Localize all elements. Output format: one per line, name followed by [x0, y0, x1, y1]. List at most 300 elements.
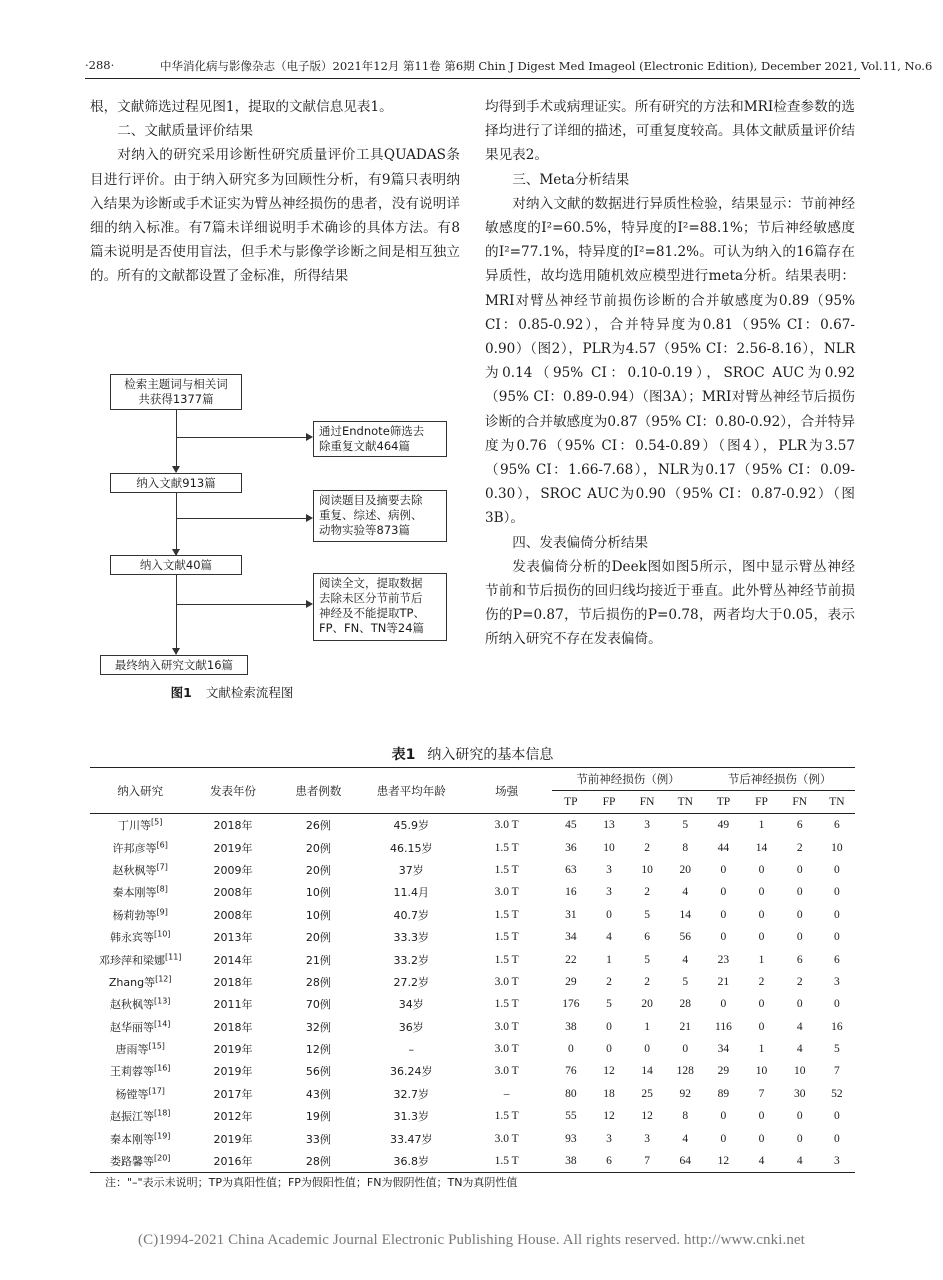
- study-name: 秦本刚等: [109, 1132, 154, 1146]
- section-heading: 三、Meta分析结果: [512, 171, 630, 188]
- cell-post-tp: 44: [717, 841, 730, 854]
- cell-year: 2008年: [213, 908, 253, 922]
- cell-pre-fn: 12: [641, 1110, 653, 1123]
- table-label: 表1: [391, 747, 416, 763]
- table-row: [90, 1150, 855, 1173]
- col-header-year: 发表年份: [190, 768, 275, 814]
- table-row: [90, 814, 855, 837]
- page-number: ·288·: [85, 58, 115, 72]
- col-header-tp: TP: [704, 791, 742, 814]
- cell-pre-tn: 20: [679, 863, 692, 876]
- citation-ref: [14]: [153, 1019, 171, 1029]
- cell-age: 34岁: [398, 998, 424, 1012]
- arrow-right-icon: [306, 433, 313, 441]
- col-header-fp: FP: [742, 791, 780, 814]
- citation-ref: [6]: [156, 839, 168, 849]
- cell-cases: 56例: [305, 1065, 331, 1079]
- table-row: [90, 1038, 855, 1060]
- cell-study: [90, 1016, 190, 1038]
- cell-pre-tn: 28: [679, 998, 692, 1011]
- flow-box-duplicates-removed: 通过Endnote筛选去 除重复文献464篇: [313, 421, 447, 457]
- cell-pre-tn: 21: [679, 1020, 692, 1033]
- cell-pre-tp: 76: [565, 1065, 577, 1078]
- citation-ref: [7]: [156, 862, 168, 872]
- study-name: 杨莉勃等: [112, 908, 157, 922]
- cell-pre-tp: 38: [565, 1020, 577, 1033]
- table-row: [90, 1127, 855, 1149]
- table-row: [90, 1060, 855, 1082]
- cell-age: 33.2岁: [393, 953, 429, 967]
- cell-post-tn: 7: [834, 1065, 840, 1078]
- cell-pre-tp: 93: [565, 1132, 577, 1145]
- col-header-study: 纳入研究: [90, 768, 190, 814]
- cell-age: 11.4月: [393, 886, 429, 900]
- cell-post-fp: 14: [755, 841, 768, 854]
- flow-connector: [176, 518, 308, 519]
- cell-cases: 70例: [305, 998, 331, 1012]
- cell-post-tp: 0: [720, 908, 727, 921]
- cell-pre-tn: 8: [682, 841, 689, 854]
- citation-ref: [12]: [155, 974, 172, 984]
- cell-post-fp: 1: [758, 1043, 765, 1056]
- cell-pre-fn: 14: [641, 1065, 653, 1078]
- cell-pre-fn: 0: [644, 1043, 650, 1056]
- citation-ref: [5]: [151, 817, 163, 827]
- cell-pre-fp: 0: [606, 1043, 612, 1056]
- cell-post-fp: 0: [758, 863, 765, 876]
- cell-pre-fp: 4: [606, 931, 612, 944]
- cell-post-fn: 0: [796, 908, 803, 921]
- cell-field: 1.5 T: [494, 931, 519, 944]
- cell-field: 1.5 T: [494, 841, 519, 854]
- table-row: [90, 971, 855, 993]
- cell-year: 2011年: [213, 998, 253, 1012]
- cell-post-tn: 52: [831, 1087, 843, 1100]
- section-heading: 二、文献质量评价结果: [117, 123, 254, 140]
- citation-ref: [19]: [153, 1131, 171, 1140]
- cell-field: 1.5 T: [494, 908, 519, 921]
- cell-pre-tp: 22: [565, 953, 577, 966]
- cell-year: 2019年: [213, 1065, 253, 1079]
- cell-post-fn: 4: [781, 1150, 819, 1173]
- cell-cases: 20例: [305, 841, 331, 855]
- cell-age: 46.15岁: [389, 841, 433, 855]
- col-header-postganglionic: 节后神经损伤（例）: [704, 768, 855, 791]
- citation-ref: [9]: [156, 907, 168, 917]
- cell-pre-tp: 55: [565, 1110, 577, 1123]
- study-name: 赵振江等: [109, 1110, 154, 1124]
- table-row: [90, 926, 855, 948]
- cell-study: [90, 993, 190, 1015]
- flow-box-initial-search: 检索主题词与相关词 共获得1377篇: [110, 374, 242, 410]
- cell-pre-fn: 7: [628, 1150, 666, 1173]
- col-header-fp: FP: [590, 791, 628, 814]
- cell-post-fn: 0: [796, 886, 803, 899]
- cell-study: [90, 1150, 190, 1173]
- figure-label: 图1: [170, 685, 192, 700]
- flow-box-fulltext-screen: 阅读全文，提取数据 去除未区分节前节后 神经及不能提取TP、 FP、FN、TN等24篇: [313, 573, 447, 641]
- cell-post-fn: 2: [796, 975, 803, 988]
- cell-post-fn: 0: [796, 1110, 803, 1123]
- col-header-cases: 患者例数: [276, 768, 361, 814]
- cell-pre-tp: 38: [552, 1150, 590, 1173]
- cell-post-tn: 0: [834, 931, 840, 944]
- table-row: [90, 836, 855, 858]
- cell-year: 2009年: [213, 863, 253, 877]
- cell-pre-fn: 1: [644, 1020, 650, 1033]
- cell-field: 1.5 T: [494, 998, 519, 1011]
- cell-post-tp: 21: [717, 975, 730, 988]
- cell-field: 3.0 T: [494, 1043, 519, 1056]
- flow-box-abstract-screen: 阅读题目及摘要去除 重复、综述、病例、 动物实验等873篇: [313, 490, 447, 542]
- arrow-down-icon: [172, 466, 180, 473]
- cell-post-fp: 0: [758, 931, 765, 944]
- flow-box-included-40: 纳入文献40篇: [110, 555, 242, 575]
- cell-field: 3.0 T: [494, 886, 519, 899]
- cell-age: 27.2岁: [393, 975, 429, 989]
- cell-pre-tp: 176: [562, 998, 580, 1011]
- cell-post-fn: 6: [796, 953, 803, 966]
- cell-study: [90, 1127, 190, 1149]
- cell-post-fp: 10: [755, 1065, 768, 1078]
- cell-age: 33.3岁: [393, 931, 429, 945]
- flow-connector: [176, 410, 177, 472]
- cell-cases: 43例: [305, 1087, 331, 1101]
- cell-post-tp: 34: [717, 1043, 730, 1056]
- cell-post-fn: 30: [793, 1087, 806, 1100]
- cell-post-tp: 0: [720, 931, 727, 944]
- cell-study: [90, 859, 190, 881]
- cell-age: 32.7岁: [393, 1087, 429, 1101]
- cell-post-tp: 29: [717, 1065, 730, 1078]
- cell-pre-tn: 14: [679, 908, 692, 921]
- cell-pre-fp: 18: [603, 1087, 615, 1100]
- cell-pre-fp: 3: [606, 863, 612, 876]
- citation-ref: [17]: [148, 1086, 165, 1096]
- cell-year: 2018年: [213, 975, 253, 989]
- cell-study: [90, 1038, 190, 1060]
- cell-age: 36.8岁: [361, 1150, 461, 1173]
- cell-field: 3.0 T: [494, 1065, 519, 1078]
- table-row: [90, 859, 855, 881]
- cell-study: [90, 926, 190, 948]
- paragraph: 根，文献筛选过程见图1，提取的文献信息见表1。: [90, 99, 393, 115]
- cell-cases: 21例: [305, 953, 331, 967]
- cell-field: 1.5 T: [494, 953, 519, 966]
- col-header-field: 场强: [461, 768, 551, 814]
- col-header-tp: TP: [552, 791, 590, 814]
- cell-post-tp: 89: [717, 1087, 730, 1100]
- cell-age: 45.9岁: [393, 819, 429, 833]
- cell-post-tp: 49: [717, 819, 730, 832]
- section-heading: 四、发表偏倚分析结果: [512, 534, 649, 551]
- cell-pre-tn: 5: [682, 975, 689, 988]
- cell-post-fn: 0: [796, 863, 803, 876]
- cell-pre-tp: 16: [565, 886, 577, 899]
- cell-pre-fp: 12: [603, 1110, 615, 1123]
- cell-pre-tp: 0: [567, 1043, 574, 1056]
- cell-cases: 26例: [305, 819, 331, 833]
- col-header-preganglionic: 节前神经损伤（例）: [552, 768, 705, 791]
- cell-pre-fn: 5: [644, 953, 650, 966]
- citation-ref: [11]: [164, 951, 182, 961]
- flow-box-final-16: 最终纳入研究文献16篇: [100, 655, 248, 675]
- cell-post-fp: 1: [758, 953, 765, 966]
- cell-post-fp: 0: [758, 998, 765, 1011]
- citation-ref: [20]: [153, 1153, 171, 1163]
- cell-post-tp: 12: [704, 1150, 742, 1173]
- cell-cases: 28例: [305, 975, 331, 989]
- cell-cases: 20例: [305, 863, 331, 877]
- table-title: [90, 744, 855, 764]
- paragraph: 均得到手术或病理证实。所有研究的方法和MRI检查参数的选择均进行了详细的描述，可重复度较高。具体文献质量评价结果见表2。: [485, 99, 855, 164]
- cell-post-tn: 0: [834, 863, 840, 876]
- cell-study: [90, 881, 190, 903]
- cell-cases: 28例: [276, 1150, 361, 1173]
- citation-ref: [10]: [153, 929, 171, 939]
- cell-post-tn: 0: [834, 1110, 840, 1123]
- cell-post-tn: 10: [831, 841, 843, 854]
- cell-field: 3.0 T: [494, 1132, 519, 1145]
- cell-post-fp: 0: [758, 1110, 765, 1123]
- cell-age: 40.7岁: [393, 908, 429, 922]
- cell-pre-fn: 3: [644, 819, 650, 832]
- cell-pre-tn: 64: [666, 1150, 704, 1173]
- study-name: 赵秋枫等: [112, 863, 157, 877]
- table-row: [90, 993, 855, 1015]
- cell-pre-fn: 10: [641, 863, 653, 876]
- cell-field: 3.0 T: [494, 819, 519, 832]
- cell-pre-fp: 0: [606, 908, 612, 921]
- study-name: 邓珍萍和梁娜: [98, 953, 165, 967]
- cell-year: 2014年: [213, 953, 253, 967]
- cell-cases: 19例: [305, 1110, 331, 1124]
- cell-pre-fp: 12: [603, 1065, 615, 1078]
- cell-pre-fn: 5: [644, 908, 650, 921]
- study-name: 杨镗等: [115, 1087, 149, 1101]
- table-row: [90, 1016, 855, 1038]
- cell-year: 2013年: [213, 931, 253, 945]
- arrow-right-icon: [306, 514, 313, 522]
- cell-pre-tn: 0: [682, 1043, 689, 1056]
- cell-post-tn: 0: [834, 908, 840, 921]
- cell-age: –: [408, 1042, 414, 1056]
- paragraph: 对纳入文献的数据进行异质性检验，结果显示：节前神经敏感度的I²=60.5%，特异度的I²=88.1%；节后神经敏感度的I²=77.1%，特异度的I²=81.2%。可认为纳入的16篇存在异质性，故均选用随机效应模型进行meta分析。结果表明：MRI对臂丛神经节前损伤诊断的合并敏感度为0.89（95% CI：0.85-0.92），合并特异度为0.81（95% CI：0.67-0.90）（图2），PLR为4.57（95% CI：2.56-8.16），NLR为0.14（95% CI：0.10-0.19），SROC AUC为0.92（95% CI：0.89-0.94）（图3A）；MRI对臂丛神经节后损伤诊断的合并敏感度为0.87（95% CI：0.80-0.92），合并特异度为0.76（95% CI：0.54-0.89）（图4），PLR为3.57（95% CI：1.66-7.68），NLR为0.17（95% CI：0.09-0.30），SROC AUC为0.90（95% CI：0.87-0.92）（图3B）。: [485, 195, 855, 527]
- cell-post-fn: 4: [796, 1043, 803, 1056]
- cell-pre-tn: 4: [682, 953, 689, 966]
- cell-cases: 10例: [305, 886, 331, 900]
- cell-field: 1.5 T: [494, 863, 519, 876]
- citation-ref: [16]: [153, 1063, 171, 1073]
- cell-post-tn: 5: [834, 1043, 840, 1056]
- cell-pre-tn: 56: [679, 931, 692, 944]
- cell-pre-tp: 29: [565, 975, 577, 988]
- flow-connector: [176, 604, 308, 605]
- cell-pre-tn: 92: [679, 1087, 692, 1100]
- cell-post-tn: 0: [834, 886, 840, 899]
- table-row: [90, 1105, 855, 1127]
- cell-study: [90, 836, 190, 858]
- cell-age: 33.47岁: [389, 1132, 433, 1146]
- cell-year: 2018年: [213, 1020, 253, 1034]
- cell-cases: 12例: [305, 1043, 331, 1057]
- cell-age: 36岁: [398, 1020, 424, 1034]
- cell-post-tp: 0: [720, 998, 727, 1011]
- cell-post-fp: 4: [742, 1150, 780, 1173]
- literature-search-flowchart: [100, 370, 460, 700]
- cell-post-tn: 3: [819, 1150, 855, 1173]
- cell-post-tp: 23: [717, 953, 730, 966]
- arrow-right-icon: [306, 600, 313, 608]
- study-name: 韩永宾等: [109, 931, 154, 945]
- cell-cases: 33例: [305, 1132, 331, 1146]
- cell-year: 2017年: [213, 1087, 253, 1101]
- cell-post-tn: 3: [834, 975, 840, 988]
- cell-post-tp: 0: [720, 1132, 727, 1145]
- cell-year: 2019年: [213, 1132, 253, 1146]
- included-studies-table: [90, 767, 855, 1173]
- cell-post-fp: 7: [758, 1087, 765, 1100]
- cell-study: [90, 904, 190, 926]
- cell-cases: 10例: [305, 908, 331, 922]
- study-name: 许邦彦等: [112, 841, 157, 855]
- cell-pre-tn: 8: [682, 1110, 689, 1123]
- cell-pre-tn: 4: [682, 1132, 689, 1145]
- cell-pre-fn: 6: [644, 931, 650, 944]
- citation-ref: [8]: [156, 884, 168, 894]
- cell-study: [90, 1105, 190, 1127]
- cell-pre-fp: 2: [606, 975, 612, 988]
- table-row: [90, 881, 855, 903]
- cell-pre-fp: 0: [606, 1020, 612, 1033]
- cell-study: [90, 1060, 190, 1082]
- cell-pre-fn: 20: [641, 998, 653, 1011]
- cell-year: 2016年: [190, 1150, 275, 1173]
- cell-study: [90, 971, 190, 993]
- cell-study: [90, 814, 190, 837]
- cell-post-fp: 0: [758, 1020, 765, 1033]
- cell-year: 2019年: [213, 841, 253, 855]
- cell-post-tp: 0: [720, 1110, 727, 1123]
- table-row: [90, 948, 855, 970]
- cell-pre-fp: 3: [606, 886, 612, 899]
- table-row: [90, 904, 855, 926]
- right-column: [485, 95, 855, 652]
- cell-year: 2018年: [213, 819, 253, 833]
- cell-age: 37岁: [398, 863, 424, 877]
- cell-cases: 20例: [305, 931, 331, 945]
- cell-pre-fp: 1: [606, 953, 612, 966]
- cell-pre-tp: 36: [565, 841, 577, 854]
- cell-age: 36.24岁: [389, 1065, 433, 1079]
- cell-field: –: [503, 1087, 510, 1100]
- cell-post-fp: 0: [758, 886, 765, 899]
- study-name: 丁川等: [118, 819, 152, 833]
- cell-post-tn: 16: [831, 1020, 843, 1033]
- cell-post-tn: 6: [834, 953, 840, 966]
- cell-post-tp: 0: [720, 863, 727, 876]
- cell-pre-fn: 3: [644, 1132, 650, 1145]
- figure-title: 文献检索流程图: [205, 685, 294, 700]
- cell-study: [90, 1083, 190, 1105]
- cell-pre-tn: 128: [676, 1065, 694, 1078]
- cell-post-fn: 0: [796, 931, 803, 944]
- cell-pre-fp: 13: [603, 819, 615, 832]
- cell-field: 3.0 T: [494, 975, 519, 988]
- citation-ref: [15]: [148, 1041, 165, 1051]
- cell-cases: 32例: [305, 1020, 331, 1034]
- cell-post-fn: 0: [796, 998, 803, 1011]
- cell-field: 1.5 T: [494, 1110, 519, 1123]
- cell-pre-tp: 31: [565, 908, 577, 921]
- cell-pre-fn: 2: [644, 886, 650, 899]
- cell-pre-tp: 34: [565, 931, 577, 944]
- cell-year: 2019年: [213, 1043, 253, 1057]
- cell-post-fp: 2: [758, 975, 765, 988]
- study-name: 秦本刚等: [112, 886, 157, 900]
- running-header: [85, 56, 933, 76]
- cell-pre-tp: 80: [565, 1087, 577, 1100]
- citation-ref: [13]: [153, 996, 171, 1006]
- cell-pre-fn: 2: [644, 841, 650, 854]
- cell-field: 1.5 T: [461, 1150, 551, 1173]
- cell-post-tp: 0: [720, 886, 727, 899]
- cell-pre-fp: 6: [590, 1150, 628, 1173]
- cell-year: 2008年: [213, 886, 253, 900]
- cell-pre-fn: 25: [641, 1087, 653, 1100]
- arrow-down-icon: [172, 648, 180, 655]
- flow-connector: [176, 493, 177, 555]
- cell-post-fn: 2: [796, 841, 803, 854]
- col-header-tn: TN: [666, 791, 704, 814]
- col-header-fn: FN: [628, 791, 666, 814]
- cell-post-tp: 116: [715, 1020, 732, 1033]
- cell-year: 2012年: [213, 1110, 253, 1124]
- flow-box-included-913: 纳入文献913篇: [110, 473, 242, 493]
- flow-connector: [176, 437, 308, 438]
- study-name: Zhang等: [108, 975, 156, 989]
- cell-post-fn: 6: [796, 819, 803, 832]
- cell-pre-tp: 45: [565, 819, 577, 832]
- cell-post-fp: 1: [758, 819, 765, 832]
- cell-post-tn: 0: [834, 998, 840, 1011]
- flow-connector: [176, 575, 177, 654]
- cell-age: 31.3岁: [393, 1110, 429, 1124]
- cell-pre-fn: 2: [644, 975, 650, 988]
- cell-pre-fp: 3: [606, 1132, 612, 1145]
- cell-pre-tn: 5: [682, 819, 689, 832]
- col-header-age: 患者平均年龄: [361, 768, 461, 814]
- cell-pre-tp: 63: [565, 863, 577, 876]
- paragraph: 发表偏倚分析的Deek图如图5所示，图中显示臂丛神经节前和节后损伤的回归线均接近于垂直。此外臂丛神经节前损伤的P=0.87，节后损伤的P=0.78，两者均大于0.05，表示所纳入研究不存在发表偏倚。: [485, 558, 855, 648]
- cell-pre-tn: 4: [682, 886, 689, 899]
- cell-post-tn: 0: [834, 1132, 840, 1145]
- table-caption: 纳入研究的基本信息: [427, 747, 554, 763]
- paragraph: 对纳入的研究采用诊断性研究质量评价工具QUADAS条目进行评价。由于纳入研究多为回顾性分析，有9篇只表明纳入结果为诊断或手术证实为臂丛神经损伤的患者，没有说明详细的纳入标准。有7篇未详细说明手术确诊的具体方法。有8篇未说明是否使用盲法，但手术与影像学诊断之间是相互独立的。所有的文献都设置了金标准，所得结果: [90, 147, 460, 285]
- col-header-fn: FN: [781, 791, 819, 814]
- cell-post-fn: 10: [793, 1065, 806, 1078]
- table-row: [90, 1083, 855, 1105]
- cell-post-fn: 0: [796, 1132, 803, 1145]
- copyright-footer: (C)1994-2021 China Academic Journal Electronic Publishing House. All rights reserved. http://www.cnki.net: [138, 1232, 805, 1248]
- cell-study: [90, 948, 190, 970]
- header-rule: [85, 78, 860, 79]
- cell-field: 3.0 T: [494, 1020, 519, 1033]
- cell-post-fp: 0: [758, 908, 765, 921]
- cell-pre-fp: 5: [606, 998, 612, 1011]
- figure-caption: [102, 683, 362, 701]
- study-name: 赵华丽等: [109, 1020, 154, 1034]
